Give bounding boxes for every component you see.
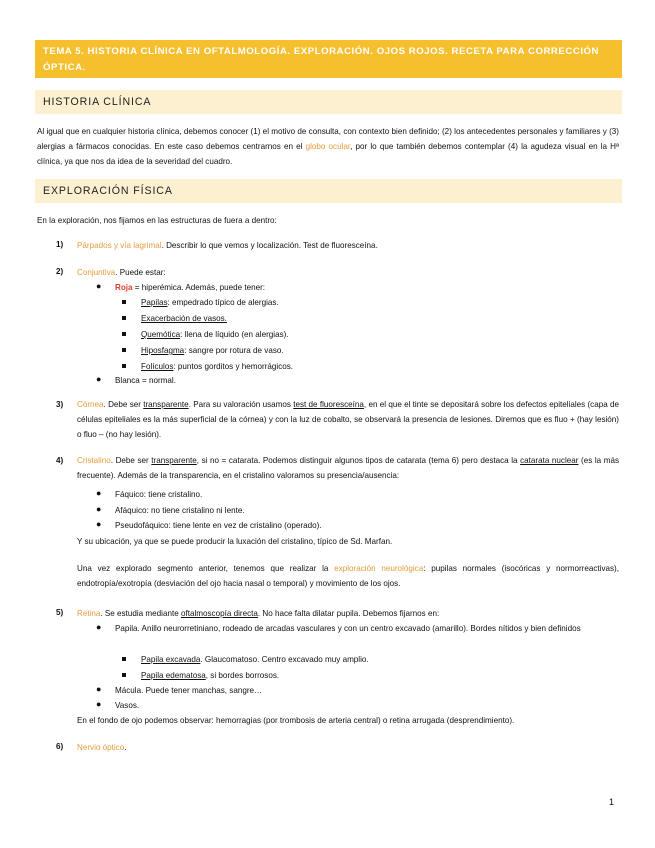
item-number-4: 4) [56, 456, 64, 465]
item-number-5: 5) [56, 608, 64, 617]
item-nervio-optico: Nervio óptico. [77, 743, 127, 752]
cristalino-pseudofaquico: Pseudofáquico: tiene lente en vez de cristalino (operado). [115, 521, 322, 530]
retina-fondo-ojo: En el fondo de ojo podemos observar: hemorragias (por trombosis de arteria central) o retina arrugada (desprendimiento). [77, 716, 515, 725]
square-bullet-icon [122, 673, 126, 677]
cristalino-ubicacion: Y su ubicación, ya que se puede producir la luxación del cristalino, típico de Sd. Marfan. [77, 537, 393, 546]
item-number-6: 6) [56, 742, 64, 751]
item-cristalino: Cristalino. Debe ser transparente, si no = catarata. Podemos distinguir algunos tipos de catarata (tema 6) pero destaca la catarata nuclear (es la más frecuente). Además de la transparencia, en el cristalino valoramos su presencia/ausencia: [77, 456, 619, 480]
cristalino-afaquico: Afáquico: no tiene cristalino ni lente. [115, 506, 245, 515]
square-bullet-icon [122, 348, 126, 352]
sub-item-exacerbacion: Exacerbación de vasos. [141, 314, 227, 323]
bullet-icon: ● [96, 488, 102, 498]
square-bullet-icon [122, 316, 126, 320]
bullet-icon: ● [96, 699, 102, 709]
page-number: 1 [609, 797, 615, 807]
bullet-icon: ● [96, 374, 102, 384]
sub-item-foliculos: Folículos: puntos gorditos y hemorrágicos. [141, 362, 294, 371]
conjuntiva-blanca: Blanca = normal. [115, 376, 176, 385]
exploracion-neurologica-paragraph: Una vez explorado segmento anterior, tenemos que realizar la exploración neurológica: pupilas normales (isocóricas y normorreactivas), endotropía/exotropía (desviación del ojo hacia nasal o temporal) y movimiento de los ojos. [77, 564, 619, 588]
square-bullet-icon [122, 657, 126, 661]
sub-item-papila-excavada: Papila excavada. Glaucomatoso. Centro excavado muy amplio. [141, 655, 369, 664]
square-bullet-icon [122, 332, 126, 336]
bullet-icon: ● [96, 622, 102, 632]
square-bullet-icon [122, 364, 126, 368]
bullet-icon: ● [96, 281, 102, 291]
item-parpados: Párpados y vía lagrimal. Describir lo que vemos y localización. Test de fluoresceína. [77, 241, 378, 250]
sub-item-papilas: Papilas: empedrado típico de alergias. [141, 298, 279, 307]
highlight-globo-ocular: globo ocular [305, 142, 351, 151]
square-bullet-icon [122, 300, 126, 304]
cristalino-faquico: Fáquico: tiene cristalino. [115, 490, 203, 499]
item-number-1: 1) [56, 240, 64, 249]
bullet-icon: ● [96, 519, 102, 529]
item-number-2: 2) [56, 267, 64, 276]
item-retina: Retina. Se estudia mediante oftalmoscopía directa. No hace falta dilatar pupila. Debemos fijarnos en: [77, 609, 440, 618]
historia-paragraph: Al igual que en cualquier historia clínica, debemos conocer (1) el motivo de consulta, con contexto bien definido; (2) los antecedentes personales y familiares y (3) alergias a fármacos conocidas. En este caso debemos centrarnos en el globo ocular, por lo que también debemos contemplar (4) la agudeza visual en la Hª clínica, ya que nos da idea de la severidad del cuadro. [37, 127, 620, 166]
section-header-historia: HISTORIA CLÍNICA [35, 90, 622, 114]
section-header-exploracion: EXPLORACIÓN FÍSICA [35, 179, 622, 203]
retina-papila: Papila. Anillo neurorretiniano, rodeado de arcadas vasculares y con un centro excavado (amarillo). Bordes nítidos y bien definidos [115, 624, 581, 633]
item-number-3: 3) [56, 400, 64, 409]
bullet-icon: ● [96, 504, 102, 514]
retina-vasos: Vasos. [115, 701, 140, 710]
document-title: TEMA 5. HISTORIA CLÍNICA EN OFTALMOLOGÍA. EXPLORACIÓN. OJOS ROJOS. RECETA PARA CORRECCIÓN ÓPTICA. [35, 40, 622, 78]
retina-macula: Mácula. Puede tener manchas, sangre… [115, 686, 263, 695]
sub-item-hiposfagma: Hiposfagma: sangre por rotura de vaso. [141, 346, 284, 355]
item-conjuntiva: Conjuntiva. Puede estar: [77, 268, 166, 277]
item-cornea: Córnea. Debe ser transparente. Para su valoración usamos test de fluoresceína, en el que el tinte se depositará sobre los defectos epiteliales (capa de células epiteliales es la más superficial de la córnea) y con la luz de cobalto, se observará la presencia de lesiones. Diremos que es fluo + (hay lesión) o fluo – (no hay lesión). [77, 400, 619, 439]
sub-item-papila-edematosa: Papila edematosa, si bordes borrosos. [141, 671, 280, 680]
bullet-icon: ● [96, 684, 102, 694]
sub-item-quemotica: Quemótica: llena de líquido (en alergias). [141, 330, 289, 339]
conjuntiva-roja: Roja = hiperémica. Además, puede tener: [115, 283, 266, 292]
exploracion-intro: En la exploración, nos fijamos en las estructuras de fuera a dentro: [37, 216, 277, 225]
